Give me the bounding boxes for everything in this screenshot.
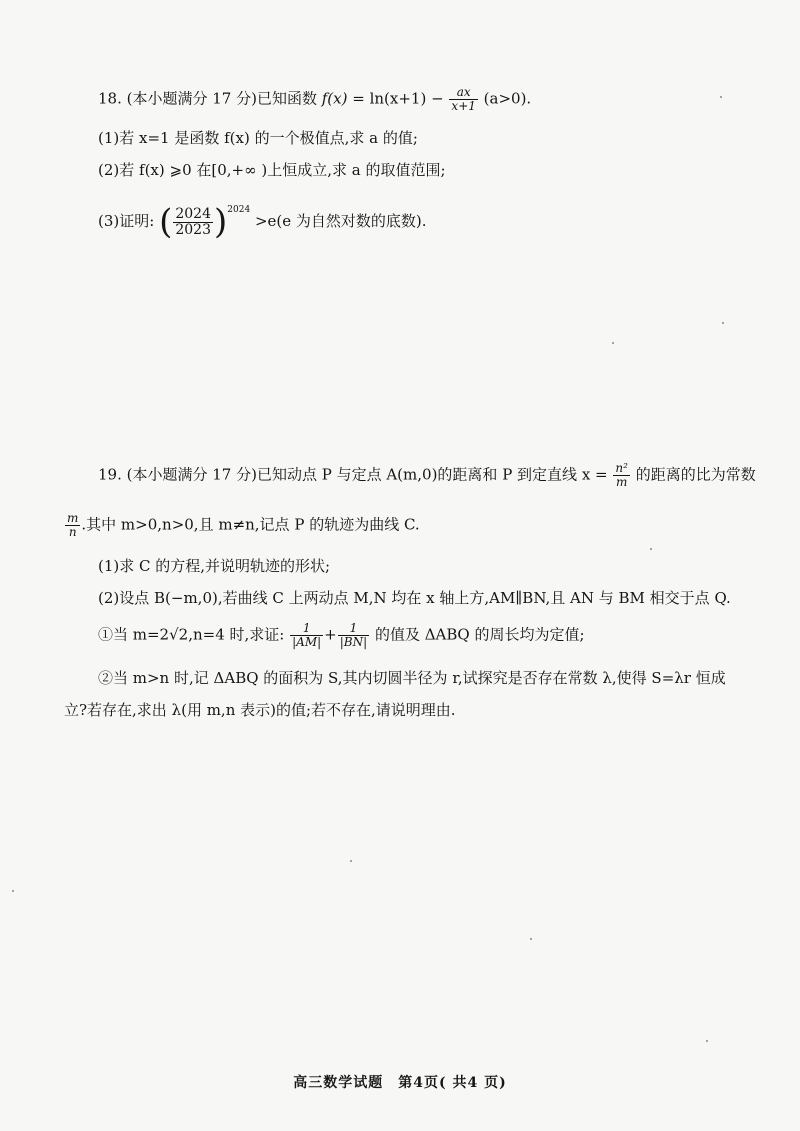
q18-part3-exponent: 2024 xyxy=(227,205,251,215)
q19-head-text: 19. (本小题满分 17 分)已知动点 P 与定点 A(m,0)的距离和 P 到定直线 x = xyxy=(98,465,608,484)
q18-frac-num: ax xyxy=(449,86,477,100)
q18-equation: = ln(x+1) − xyxy=(352,89,444,108)
q19-sub1-frac1-num: 1 xyxy=(290,622,323,636)
q19-sub1-frac2-num: 1 xyxy=(338,622,369,636)
q19-part1: (1)求 C 的方程,并说明轨迹的形状; xyxy=(98,557,331,575)
page-footer: 高三数学试题 第4页( 共4 页) xyxy=(293,1075,507,1091)
q19-sub1 xyxy=(98,622,585,649)
q19-head xyxy=(98,462,756,489)
q19-sub1-suffix: 的值及 ΔABQ 的周长均为定值; xyxy=(374,625,585,644)
q19-head-end: 的距离的比为常数 xyxy=(635,465,756,484)
q19-sub1-frac2 xyxy=(338,622,369,649)
q18-part3-prefix: (3)证明: xyxy=(98,212,155,230)
q19-ratio-den: n xyxy=(68,525,77,539)
q18-frac-den: x+1 xyxy=(451,99,476,113)
q18-part3-suffix: >e(e 为自然对数的底数). xyxy=(254,212,427,230)
scan-speck xyxy=(530,938,532,940)
q18-part3-den: 2023 xyxy=(175,221,211,238)
q19-sub1-frac2-den: |BN| xyxy=(339,635,368,649)
scan-speck xyxy=(706,1040,708,1042)
q19-ratio-fraction xyxy=(65,512,80,539)
q19-sub2-line1: ②当 m>n 时,记 ΔABQ 的面积为 S,其内切圆半径为 r,试探究是否存在常数 λ,使得 S=λr 恒成 xyxy=(98,669,726,687)
q18-part3-num: 2024 xyxy=(175,205,211,222)
scan-speck xyxy=(720,96,722,98)
scan-speck xyxy=(12,890,14,892)
q18-function-name: f(x) xyxy=(321,89,348,108)
q18-head-text: 18. (本小题满分 17 分)已知函数 xyxy=(98,89,317,108)
q19-line2 xyxy=(64,512,420,539)
q19-sub2-line2: 立?若存在,求出 λ(用 m,n 表示)的值;若不存在,请说明理由. xyxy=(64,701,456,719)
q18-part1: (1)若 x=1 是函数 f(x) 的一个极值点,求 a 的值; xyxy=(98,129,418,147)
q19-line-fraction xyxy=(613,462,630,489)
q19-ratio-num: m xyxy=(67,511,79,525)
q18-part3 xyxy=(98,200,427,242)
scan-speck xyxy=(722,322,724,324)
scan-speck xyxy=(650,548,652,550)
right-paren: ) xyxy=(214,202,228,242)
q18-part2: (2)若 f(x) ⩾0 在[0,+∞ )上恒成立,求 a 的取值范围; xyxy=(98,161,446,179)
q19-sub1-frac1 xyxy=(290,622,323,649)
q18-condition: (a>0). xyxy=(483,89,532,108)
q18-head xyxy=(98,86,531,113)
q19-sub1-plus: + xyxy=(324,625,337,644)
q18-part3-fraction xyxy=(173,207,213,238)
scan-speck xyxy=(350,860,352,862)
q19-sub1-prefix: ①当 m=2√2,n=4 时,求证: xyxy=(98,625,285,644)
q19-line2-text: .其中 m>0,n>0,且 m≠n,记点 P 的轨迹为曲线 C. xyxy=(81,515,420,534)
q19-line-num: n² xyxy=(615,461,628,475)
q19-line-den: m xyxy=(615,475,628,489)
q19-part2: (2)设点 B(−m,0),若曲线 C 上两动点 M,N 均在 x 轴上方,AM∥BN,且 AN 与 BM 相交于点 Q. xyxy=(98,589,731,607)
q19-sub1-frac1-den: |AM| xyxy=(292,635,322,649)
q18-fraction xyxy=(449,86,477,113)
scan-speck xyxy=(612,342,614,344)
left-paren: ( xyxy=(159,202,173,242)
